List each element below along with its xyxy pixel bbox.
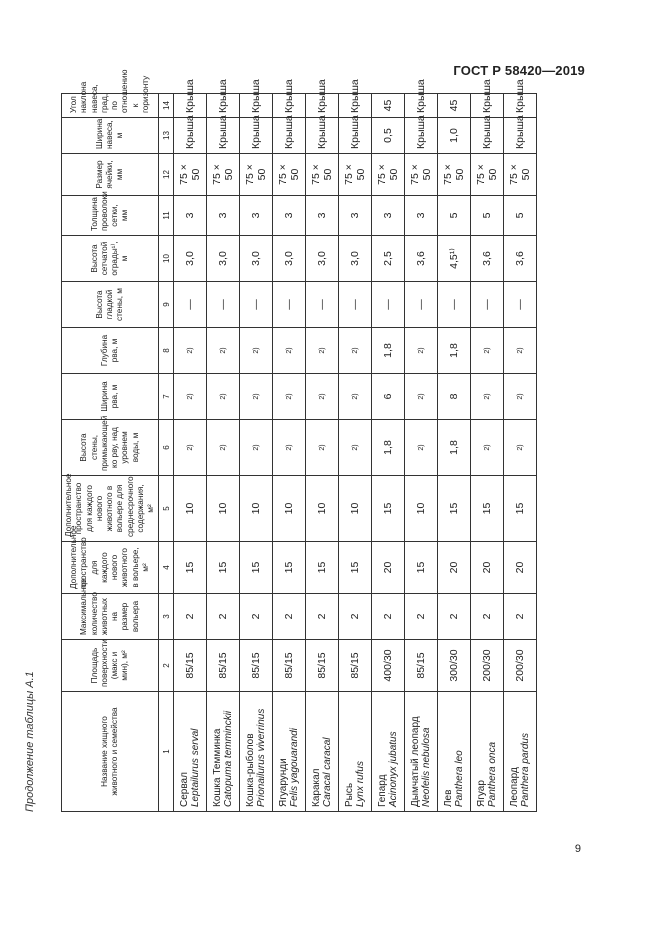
table-cell: 2 — [504, 594, 537, 640]
animal-name-cell — [306, 692, 339, 812]
table-cell: Крыша — [273, 118, 306, 154]
table-cell: 3 — [306, 196, 339, 236]
table-cell: 3,0 — [240, 236, 273, 282]
header-row — [62, 94, 159, 812]
animal-name: Кошка-рыболов — [244, 733, 256, 807]
table-cell: 75 × 50 — [273, 154, 306, 196]
animal-latin-name: Leptailurus serval — [190, 728, 202, 807]
table-cell: 75 × 50 — [339, 154, 372, 196]
table-cell: 15 — [240, 542, 273, 594]
table-cell: 10 — [174, 476, 207, 542]
table-row — [174, 94, 207, 812]
table-cell: 2) — [240, 374, 273, 420]
table-cell: 85/15 — [207, 640, 240, 692]
column-number: 11 — [159, 196, 174, 236]
column-header: Максимальное количество животных на размер вольера — [62, 594, 159, 640]
table-cell: — — [405, 282, 438, 328]
table-cell: 2) — [405, 374, 438, 420]
table-cell: 2) — [504, 420, 537, 476]
table-row — [339, 94, 372, 812]
animal-name-cell — [405, 692, 438, 812]
animal-name: Леопард — [508, 767, 520, 807]
column-header: Высота сетчатой ограды¹⁾, м — [62, 236, 159, 282]
animal-latin-name: Neofelis nebulosa — [421, 727, 433, 807]
table-cell: — — [207, 282, 240, 328]
table-cell: 3,6 — [471, 236, 504, 282]
column-header: Толщина проволоки сетки, мм — [62, 196, 159, 236]
table-cell: Крыша — [240, 118, 273, 154]
table-cell: 10 — [405, 476, 438, 542]
table-cell: 20 — [504, 542, 537, 594]
table-cell: 4,5¹⁾ — [438, 236, 471, 282]
column-number: 8 — [159, 328, 174, 374]
table-cell: 2) — [273, 374, 306, 420]
table-cell: 45 — [438, 94, 471, 118]
table-cell: 0,5 — [372, 118, 405, 154]
column-header: Площадь поверхности (макс и мин), м² — [62, 640, 159, 692]
table-cell: Крыша — [207, 118, 240, 154]
table-cell: 85/15 — [306, 640, 339, 692]
table-cell: 3 — [207, 196, 240, 236]
animal-latin-name: Lynx rufus — [355, 761, 367, 807]
table-cell: 2 — [438, 594, 471, 640]
column-number: 5 — [159, 476, 174, 542]
table-row — [240, 94, 273, 812]
table-cell: 75 × 50 — [240, 154, 273, 196]
table-cell: 2) — [174, 374, 207, 420]
animal-name: Лев — [442, 789, 454, 807]
table-cell: 2) — [273, 420, 306, 476]
table-cell: 75 × 50 — [174, 154, 207, 196]
table-cell: 10 — [207, 476, 240, 542]
document-code: ГОСТ Р 58420—2019 — [453, 63, 585, 78]
table-row — [405, 94, 438, 812]
table-cell: 2) — [207, 420, 240, 476]
table-cell: 2 — [471, 594, 504, 640]
table-cell: 75 × 50 — [471, 154, 504, 196]
animal-name: Ягуарунди — [277, 758, 289, 807]
animal-name: Гепард — [376, 774, 388, 807]
animal-latin-name: Panthera pardus — [520, 733, 532, 807]
table-cell: 3,0 — [339, 236, 372, 282]
table-cell: 2 — [240, 594, 273, 640]
animal-name-cell — [174, 692, 207, 812]
column-header: Дополнительное пространство для каждого нового животного в вольере, м² — [62, 542, 159, 594]
column-header: Ширина рва, м — [62, 374, 159, 420]
table-cell: 75 × 50 — [372, 154, 405, 196]
table-cell: 2 — [306, 594, 339, 640]
table-cell: Крыша — [306, 94, 339, 118]
animal-name: Дымчатый леопард — [409, 716, 421, 807]
table-cell: 300/30 — [438, 640, 471, 692]
table-cell: 2) — [405, 420, 438, 476]
table-cell: 15 — [504, 476, 537, 542]
column-header: Дополнительное пространство для каждого нового животного в вольере для среднесрочного содержания, м² — [62, 476, 159, 542]
table-cell: 6 — [372, 374, 405, 420]
table-cell: 10 — [306, 476, 339, 542]
table-cell: 2) — [240, 328, 273, 374]
column-number: 9 — [159, 282, 174, 328]
animal-name-cell — [273, 692, 306, 812]
table-cell: 2) — [174, 420, 207, 476]
table-cell: 10 — [240, 476, 273, 542]
table-cell: 1,8 — [438, 420, 471, 476]
table-cell: 20 — [471, 542, 504, 594]
table-cell: 2) — [339, 374, 372, 420]
table-cell: 3,0 — [273, 236, 306, 282]
column-header: Высота гладкой стены, м — [62, 282, 159, 328]
animal-name-cell — [339, 692, 372, 812]
animal-name: Кошка Темминка — [211, 728, 223, 807]
column-number: 3 — [159, 594, 174, 640]
animal-name-cell — [471, 692, 504, 812]
table-cell: 1,0 — [438, 118, 471, 154]
column-header: Высота стены, примыкающей ко рву, над уровнем воды, м — [62, 420, 159, 476]
table-cell: 2) — [174, 328, 207, 374]
table-cell: 75 × 50 — [438, 154, 471, 196]
table-cell: 2 — [207, 594, 240, 640]
table-row — [306, 94, 339, 812]
table-cell: 2) — [306, 374, 339, 420]
table-cell: 2 — [174, 594, 207, 640]
table-cell: 8 — [438, 374, 471, 420]
table-cell: 2) — [471, 374, 504, 420]
table-cell: 10 — [339, 476, 372, 542]
table-cell: 3 — [174, 196, 207, 236]
table-cell: 2) — [207, 328, 240, 374]
table-cell: 2 — [405, 594, 438, 640]
table-cell: 75 × 50 — [207, 154, 240, 196]
animal-name: Ягуар — [475, 780, 487, 807]
table-cell: 15 — [174, 542, 207, 594]
column-header: Угол наклона навеса, град, по отношению к горизонту — [62, 94, 159, 118]
animal-latin-name: Panthera onca — [487, 741, 499, 807]
table-cell: — — [240, 282, 273, 328]
table-cell: 45 — [372, 94, 405, 118]
table-cell: 1,8 — [372, 420, 405, 476]
table-cell: 2) — [339, 328, 372, 374]
table-cell: 3 — [273, 196, 306, 236]
column-number: 13 — [159, 118, 174, 154]
table-cell: 20 — [372, 542, 405, 594]
table-cell: 85/15 — [339, 640, 372, 692]
table-row — [273, 94, 306, 812]
animal-latin-name: Caracal caracal — [322, 737, 334, 807]
animal-latin-name: Acinonyx jubatus — [388, 731, 400, 807]
page-number: 9 — [574, 843, 581, 855]
table-cell: 3,6 — [405, 236, 438, 282]
table-cell: 5 — [438, 196, 471, 236]
animal-latin-name: Prionailurus viverrinus — [256, 708, 268, 807]
table-cell: 85/15 — [405, 640, 438, 692]
table-caption: Продолжение таблицы А.1 — [24, 671, 36, 812]
table-cell: — — [339, 282, 372, 328]
table-cell: 2) — [306, 420, 339, 476]
table-cell: 200/30 — [471, 640, 504, 692]
column-header: Название хищного животного и семейства — [62, 692, 159, 812]
table-cell: Крыша — [174, 94, 207, 118]
table-cell: Крыша — [207, 94, 240, 118]
table-cell: 400/30 — [372, 640, 405, 692]
table-cell: 3 — [339, 196, 372, 236]
table-cell: 85/15 — [240, 640, 273, 692]
table-cell: 85/15 — [273, 640, 306, 692]
animal-name: Каракал — [310, 768, 322, 807]
table-cell: Крыша — [471, 94, 504, 118]
table-cell: — — [372, 282, 405, 328]
table-cell: 3,0 — [174, 236, 207, 282]
column-number: 2 — [159, 640, 174, 692]
table-cell: 2) — [471, 328, 504, 374]
table-cell: — — [273, 282, 306, 328]
table-cell: 15 — [207, 542, 240, 594]
column-number-row — [159, 94, 174, 812]
table-body — [174, 79, 537, 812]
animal-latin-name: Felis yagouarandi — [289, 728, 301, 807]
table-cell: 3 — [372, 196, 405, 236]
animal-name-cell — [372, 692, 405, 812]
data-table — [61, 69, 537, 812]
table-cell: 3 — [240, 196, 273, 236]
table-row — [372, 94, 405, 812]
table-cell: 1,8 — [372, 328, 405, 374]
animal-name-cell — [207, 692, 240, 812]
table-cell: 2) — [207, 374, 240, 420]
table-row — [471, 94, 504, 812]
table-cell: 2) — [504, 374, 537, 420]
column-number: 10 — [159, 236, 174, 282]
table-cell: 85/15 — [174, 640, 207, 692]
column-number: 6 — [159, 420, 174, 476]
table-cell: 15 — [405, 542, 438, 594]
table-cell: Крыша — [471, 118, 504, 154]
table-cell: — — [504, 282, 537, 328]
table-cell: 2) — [240, 420, 273, 476]
column-number: 1 — [159, 692, 174, 812]
table-cell: Крыша — [504, 118, 537, 154]
table-cell: 3,0 — [207, 236, 240, 282]
animal-name: Сервал — [178, 772, 190, 807]
table-cell: 75 × 50 — [405, 154, 438, 196]
animal-latin-name: Panthera leo — [454, 750, 466, 807]
column-number: 4 — [159, 542, 174, 594]
table-cell: 2 — [339, 594, 372, 640]
table-cell: 2) — [504, 328, 537, 374]
table-cell: — — [471, 282, 504, 328]
table-cell: 2) — [273, 328, 306, 374]
column-number: 14 — [159, 94, 174, 118]
column-number: 12 — [159, 154, 174, 196]
table-row — [438, 94, 471, 812]
table-cell: 2) — [405, 328, 438, 374]
column-header: Размер ячейки, мм — [62, 154, 159, 196]
table-cell: 3,6 — [504, 236, 537, 282]
column-header: Ширина навеса, м — [62, 118, 159, 154]
table-cell: 200/30 — [504, 640, 537, 692]
table-cell: Крыша — [405, 94, 438, 118]
table-cell: 15 — [339, 542, 372, 594]
table-cell: — — [438, 282, 471, 328]
animal-name-cell — [504, 692, 537, 812]
table-cell: Крыша — [240, 94, 273, 118]
table-cell: Крыша — [339, 94, 372, 118]
table-cell: 75 × 50 — [504, 154, 537, 196]
table-cell: 5 — [471, 196, 504, 236]
table-cell: 15 — [372, 476, 405, 542]
table-row — [207, 94, 240, 812]
animal-name-cell — [240, 692, 273, 812]
column-header: Глубина рва, м — [62, 328, 159, 374]
animal-name: Рысь — [343, 782, 355, 807]
table-cell: 15 — [306, 542, 339, 594]
table-row — [504, 94, 537, 812]
table-cell: 10 — [273, 476, 306, 542]
table-cell: Крыша — [306, 118, 339, 154]
table-cell: Крыша — [273, 94, 306, 118]
table-cell: — — [306, 282, 339, 328]
table-cell: 1,8 — [438, 328, 471, 374]
table-cell: 2 — [372, 594, 405, 640]
table-cell: Крыша — [174, 118, 207, 154]
table-cell: 3 — [405, 196, 438, 236]
table-cell: 15 — [438, 476, 471, 542]
table-cell: Крыша — [504, 94, 537, 118]
column-number: 7 — [159, 374, 174, 420]
animal-name-cell — [438, 692, 471, 812]
table-cell: 2) — [471, 420, 504, 476]
table-cell: 2 — [273, 594, 306, 640]
table-cell: Крыша — [339, 118, 372, 154]
table-cell: 20 — [438, 542, 471, 594]
table-cell: Крыша — [405, 118, 438, 154]
table-cell: 3,0 — [306, 236, 339, 282]
table-cell: 15 — [273, 542, 306, 594]
table-cell: 5 — [504, 196, 537, 236]
table-cell: 75 × 50 — [306, 154, 339, 196]
table-cell: 2) — [306, 328, 339, 374]
table-cell: 2) — [339, 420, 372, 476]
animal-latin-name: Catopuma temminckii — [223, 710, 235, 807]
table-cell: — — [174, 282, 207, 328]
table-cell: 15 — [471, 476, 504, 542]
table-cell: 2,5 — [372, 236, 405, 282]
